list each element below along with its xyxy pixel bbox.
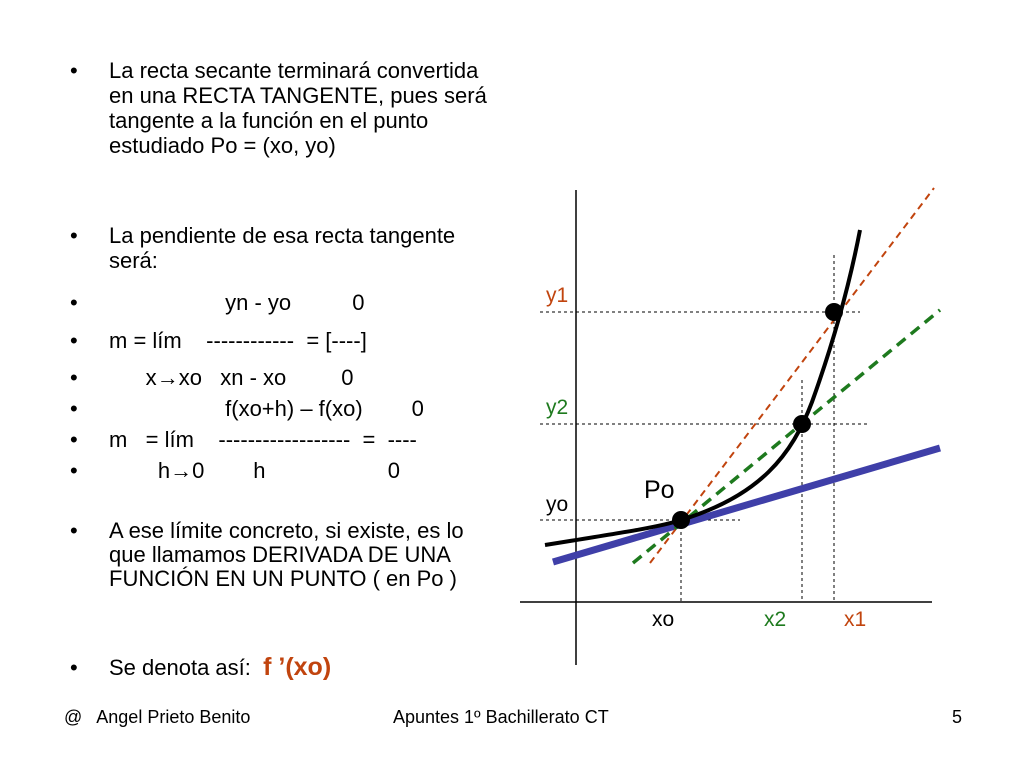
footer-author: @ Angel Prieto Benito bbox=[64, 707, 251, 727]
bullet-dot: • bbox=[70, 458, 78, 483]
label-yo: yo bbox=[546, 493, 569, 516]
formula-text-pre: x bbox=[109, 365, 157, 390]
formula-text-post: xo xn - xo 0 bbox=[178, 365, 354, 390]
bullet-text: A ese límite concreto, si existe, es lo que llamamos DERIVADA DE UNA FUNCIÓN EN UN PUNTO ( en Po ) bbox=[109, 518, 464, 591]
formula-text-post: 0 h 0 bbox=[192, 458, 400, 483]
label-y1: y1 bbox=[546, 284, 569, 307]
bullet-text: La pendiente de esa recta tangente será: bbox=[109, 223, 456, 273]
formula-text: yn - yo 0 bbox=[109, 290, 365, 315]
point-x1 bbox=[825, 303, 843, 321]
tangent-line bbox=[553, 448, 940, 562]
label-x1: x1 bbox=[844, 608, 867, 631]
bullet-dot: • bbox=[70, 328, 78, 353]
formula-text: f(xo+h) – f(xo) 0 bbox=[109, 396, 424, 421]
bullet-dot: • bbox=[70, 365, 78, 390]
footer-course: Apuntes 1º Bachillerato CT bbox=[393, 707, 609, 727]
point-x2 bbox=[793, 415, 811, 433]
formula-text-pre: h bbox=[109, 458, 171, 483]
bullet-dot: • bbox=[70, 58, 78, 83]
bullet-dot: • bbox=[70, 655, 78, 680]
arrow-icon: → bbox=[170, 458, 193, 483]
point-po bbox=[672, 511, 690, 529]
bullet-dot: • bbox=[70, 290, 78, 315]
derivative-notation: f ’(xo) bbox=[263, 653, 332, 681]
label-x2: x2 bbox=[764, 608, 787, 631]
label-po: Po bbox=[644, 476, 675, 504]
bullet-text: La recta secante terminará convertida en una RECTA TANGENTE, pues será tangente a la función en el punto estudiado Po = (xo, yo) bbox=[109, 58, 487, 158]
bullet-dot: • bbox=[70, 396, 78, 421]
footer-page-number: 5 bbox=[952, 707, 963, 727]
formula-text: m = lím ------------------ = ---- bbox=[109, 427, 417, 452]
formula-text: m = lím ------------ = [----] bbox=[109, 328, 367, 353]
bullet-dot: • bbox=[70, 518, 78, 543]
arrow-icon: → bbox=[156, 365, 179, 390]
function-curve bbox=[545, 230, 860, 545]
secant-line-x1 bbox=[650, 188, 934, 563]
notation-label: Se denota así: bbox=[109, 655, 264, 680]
bullet-dot: • bbox=[70, 427, 78, 452]
bullet-dot: • bbox=[70, 223, 78, 248]
label-y2: y2 bbox=[546, 396, 569, 419]
label-xo: xo bbox=[652, 608, 675, 631]
